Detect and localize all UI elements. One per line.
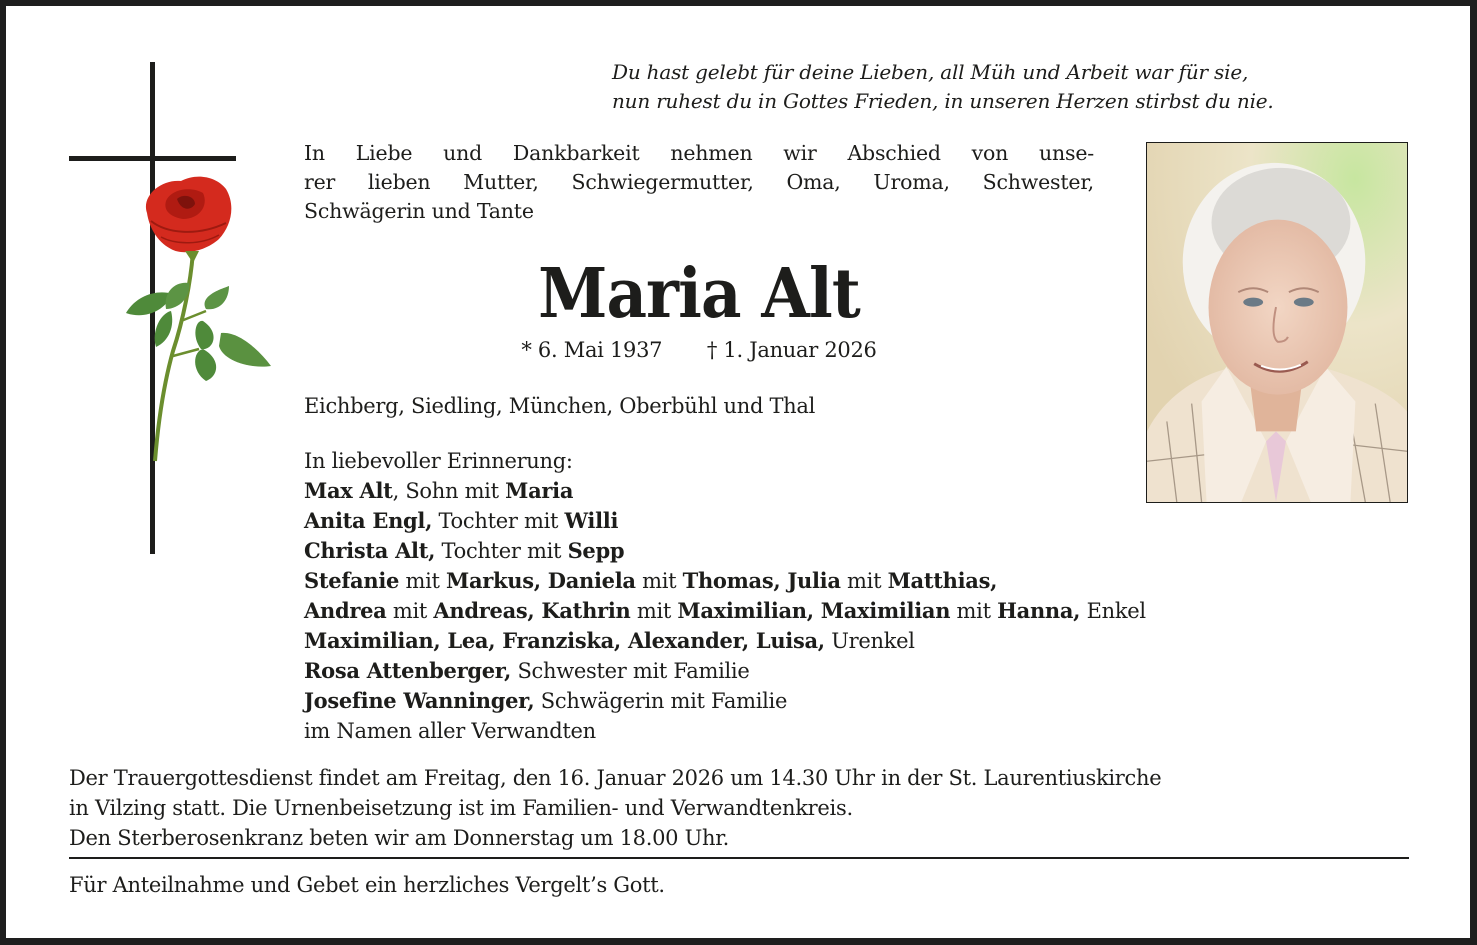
mourner-line: [304, 716, 1146, 746]
memorial-verse-line: nun ruhest du in Gottes Frieden, in unseren Herzen stirbst du nie.: [612, 89, 1274, 113]
mourner-relation: mit: [630, 599, 678, 623]
intro-line: In Liebe und Dankbarkeit nehmen wir Abschied von unse-: [304, 141, 1094, 165]
mourners-heading: In liebevoller Erinnerung:: [304, 449, 573, 473]
mourner-relation: mit: [840, 569, 888, 593]
mourners-list: [304, 446, 1146, 746]
mourner-name: Josefine Wanninger,: [304, 688, 535, 713]
mourner-relation: Schwägerin mit Familie: [534, 689, 788, 713]
life-dates: [304, 335, 1094, 365]
mourner-name: Matthias,: [887, 568, 998, 593]
portrait-photo: [1146, 142, 1408, 503]
mourner-relation: Schwester mit Familie: [511, 659, 750, 683]
mourner-name: Rosa Attenberger,: [304, 658, 512, 683]
mourner-name: Willi: [564, 508, 619, 533]
mourner-relation: mit: [386, 599, 434, 623]
divider: [69, 857, 1409, 859]
mourner-line: [304, 656, 1146, 686]
mourner-relation: im Namen aller Verwandten: [304, 719, 596, 743]
mourner-line: [304, 686, 1146, 716]
mourner-name: Maximilian, Maximilian: [677, 598, 951, 623]
places-of-life: Eichberg, Siedling, München, Oberbühl und Thal: [304, 394, 816, 418]
death-date: † 1. Januar 2026: [706, 338, 877, 362]
mourner-line: [304, 536, 1146, 566]
mourner-relation: mit: [399, 569, 446, 593]
mourner-line: [304, 566, 1146, 596]
service-line: in Vilzing statt. Die Urnenbeisetzung ist im Familien- und Verwandtenkreis.: [69, 796, 853, 820]
obituary-notice: [6, 6, 1470, 938]
service-line: Den Sterberosenkranz beten wir am Donnerstag um 18.00 Uhr.: [69, 826, 730, 850]
mourner-name: Max Alt: [304, 478, 393, 503]
mourner-relation: mit: [950, 599, 998, 623]
portrait-illustration: [1147, 143, 1407, 502]
mourner-line: [304, 506, 1146, 536]
intro-line: rer lieben Mutter, Schwiegermutter, Oma, Uroma, Schwester,: [304, 170, 1094, 194]
mourner-relation: mit: [635, 569, 683, 593]
mourner-name: Christa Alt,: [304, 538, 436, 563]
mourner-line: [304, 626, 1146, 656]
mourner-relation: , Sohn mit: [392, 479, 506, 503]
service-info: [69, 763, 1409, 853]
mourner-name: Andrea: [304, 598, 387, 623]
mourner-name: Stefanie: [304, 568, 400, 593]
intro-line: Schwägerin und Tante: [304, 199, 534, 223]
mourner-name: Maximilian, Lea, Franziska, Alexander, Luisa,: [304, 628, 825, 653]
mourner-name: Anita Engl,: [304, 508, 433, 533]
mourner-relation: Enkel: [1080, 599, 1146, 623]
mourner-line: [304, 596, 1146, 626]
thanks-note: Für Anteilnahme und Gebet ein herzliches Vergelt’s Gott.: [69, 873, 665, 897]
mourner-name: Thomas, Julia: [682, 568, 841, 593]
memorial-verse-line: Du hast gelebt für deine Lieben, all Müh und Arbeit war für sie,: [612, 60, 1249, 84]
service-line: Der Trauergottesdienst findet am Freitag, den 16. Januar 2026 um 14.30 Uhr in der St. Laurentiuskirche: [69, 766, 1162, 790]
rose-icon: [111, 171, 271, 471]
mourner-lines: [304, 476, 1146, 746]
deceased-name: Maria Alt: [538, 254, 860, 334]
intro-text: [304, 139, 1094, 226]
mourner-name: Maria: [505, 478, 574, 503]
mourner-relation: Urenkel: [824, 629, 915, 653]
mourner-name: Sepp: [567, 538, 625, 563]
cross-horizontal-bar: [69, 156, 236, 161]
mourner-line: [304, 476, 1146, 506]
birth-date: * 6. Mai 1937: [521, 338, 663, 362]
mourner-name: Andreas, Kathrin: [433, 598, 631, 623]
memorial-verse: [612, 58, 1412, 116]
mourner-name: Hanna,: [997, 598, 1081, 623]
mourner-relation: Tochter mit: [435, 539, 568, 563]
mourner-relation: Tochter mit: [432, 509, 565, 533]
mourner-name: Markus, Daniela: [446, 568, 636, 593]
